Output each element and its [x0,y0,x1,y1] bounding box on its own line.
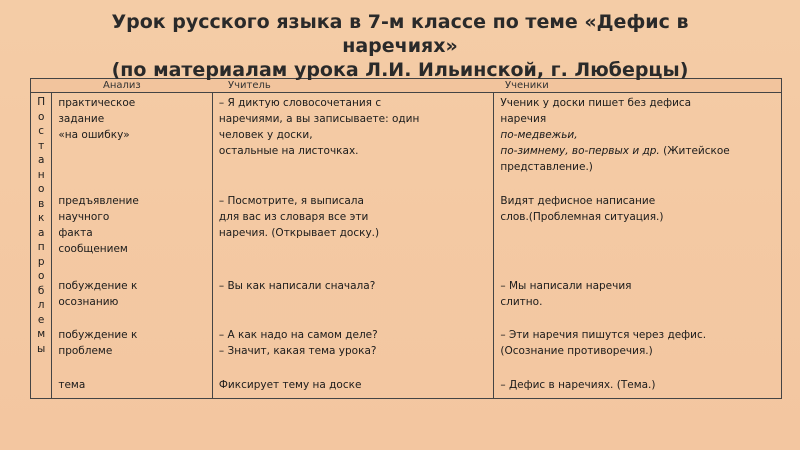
text-line: научного [58,211,110,223]
title-line-1: Урок русского языка в 7-м классе по теме «Дефис в [111,11,689,33]
text-line: факта [58,227,93,239]
vertical-label-cell [31,93,52,399]
text-line: Видят дефисное написание [500,195,656,207]
vertical-letter: о [37,110,45,123]
text-line [500,143,729,159]
text-line: человек у доски, [218,129,313,141]
text-line: Ученик у доски пишет без дефиса [500,97,692,109]
text-line: «на ошибку» [58,129,130,141]
analysis-cell [52,93,213,399]
text-line: слов.(Проблемная ситуация.) [500,211,664,223]
text-line: Фиксирует тему на доске [218,379,362,391]
text-line: (Осознание противоречия.) [500,345,653,357]
students-block-1 [500,95,729,175]
text-line: слитно. [500,296,543,308]
teacher-block-4 [219,327,378,359]
students-block-3 [500,278,631,310]
header-analysis: Анализ [103,80,141,91]
analysis-block-4 [58,327,137,359]
teacher-block-2 [219,193,379,241]
lesson-table [30,92,782,399]
text-line: наречия. (Открывает доску.) [218,227,380,239]
students-block-5 [500,377,655,393]
analysis-block-3 [58,278,137,310]
text-line: побуждение к [58,280,138,292]
teacher-block-5 [219,377,362,393]
vertical-letter: е [37,313,45,326]
teacher-block-1 [219,95,419,159]
title-line-3: (по материалам урока Л.И. Ильинской, г. Люберцы) [111,59,689,81]
text-line: для вас из словаря все эти [218,211,369,223]
analysis-block-5 [58,377,85,393]
students-block-2 [500,193,663,225]
table-row [31,93,782,399]
analysis-block-1 [58,95,135,143]
vertical-letter: л [37,299,45,311]
vertical-letter: в [38,197,45,210]
vertical-letter: т [38,139,45,152]
text-line: – Мы написали наречия [500,280,632,292]
text-line: проблеме [58,345,113,357]
analysis-block-2 [58,193,139,257]
text-line: осознанию [58,296,119,308]
text-line: – Вы как написали сначала? [218,280,376,292]
text-line: остальные на листочках. [218,145,359,157]
text-line: сообщением [58,243,128,255]
text-line: задание [58,113,105,125]
text-line: – А как надо на самом деле? [218,329,378,341]
header-teacher: Учитель [228,80,271,91]
students-block-4 [500,327,706,359]
vertical-letter: н [37,168,45,181]
text-line: практическое [58,97,136,109]
vertical-letter: к [37,212,45,224]
teacher-block-3 [219,278,375,294]
text-line: – Эти наречия пишутся через дефис. [500,329,707,341]
italic-text: по-зимнему, во-первых и др. [500,145,660,157]
text-line: побуждение к [58,329,138,341]
vertical-letter: П [37,96,46,108]
text-span: (Житейское [659,145,730,157]
teacher-cell [212,93,493,399]
vertical-letter: м [37,328,46,340]
title-line-2: наречиях» [342,35,458,57]
text-line: по-медвежьи, [500,129,578,141]
vertical-letter: б [37,284,45,297]
text-line: представление.) [500,161,593,173]
text-line: тема [58,379,86,391]
text-line: предъявление [58,195,139,207]
vertical-letter: о [37,183,45,195]
vertical-letter: а [37,226,45,239]
vertical-letter: о [37,270,45,282]
text-line: – Значит, какая тема урока? [218,345,377,357]
vertical-letter: ы [37,342,46,355]
students-cell [494,93,782,399]
vertical-letter: с [38,125,45,137]
text-line: – Дефис в наречиях. (Тема.) [500,379,656,391]
vertical-letter: р [37,255,45,268]
text-line: – Я диктую словосочетания с [218,97,382,109]
vertical-letter: а [37,154,45,166]
text-line: наречиями, а вы записываете: один [218,113,420,125]
slide-title [60,10,740,82]
text-line: – Посмотрите, я выписала [218,195,364,207]
vertical-letter: п [37,241,45,253]
text-line: наречия [500,113,547,125]
header-students: Ученики [505,80,549,91]
